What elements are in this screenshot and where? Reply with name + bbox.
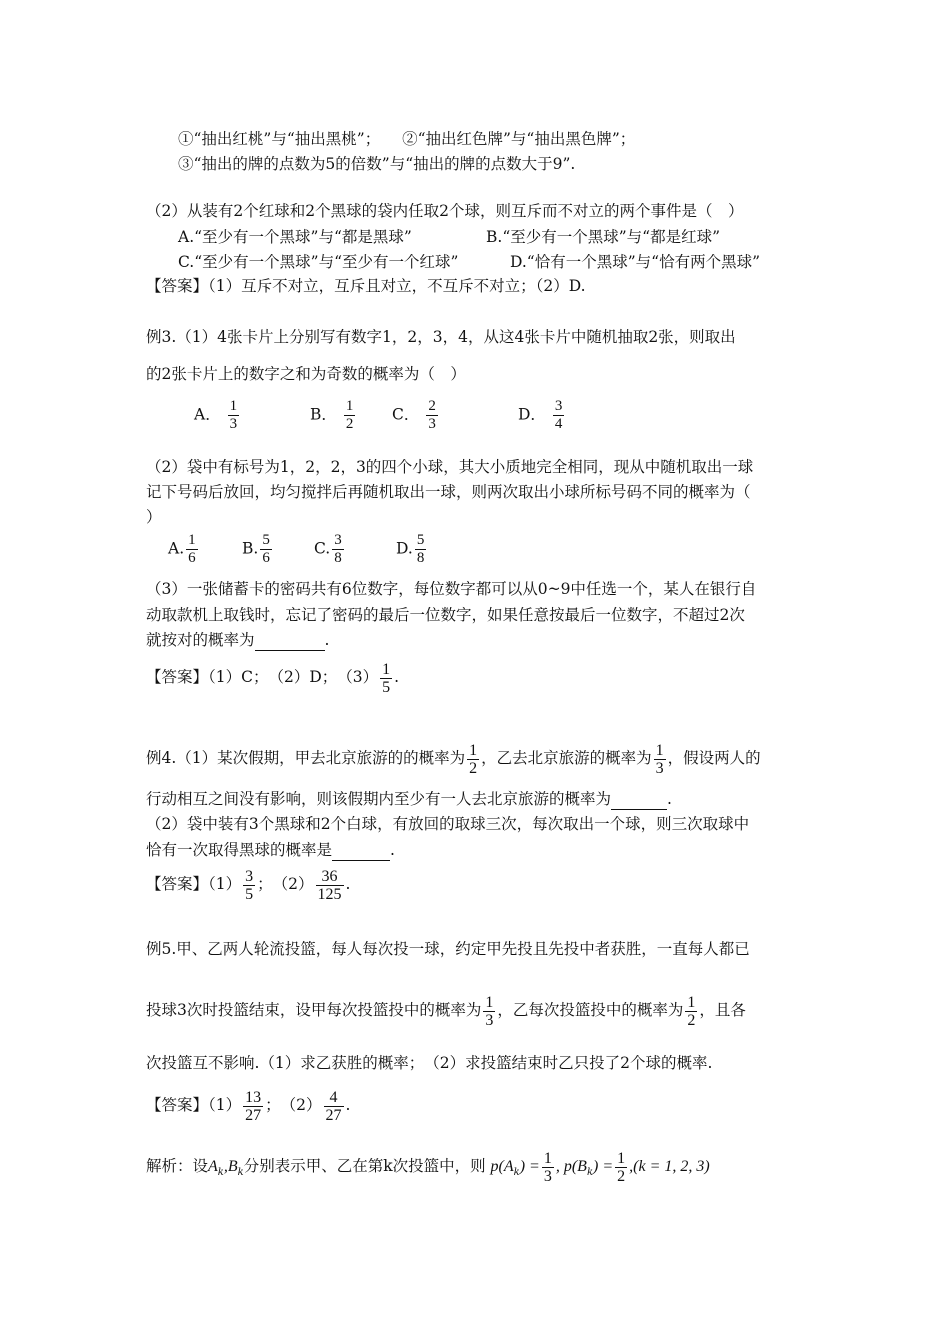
item-1-line (178, 128, 635, 150)
ex4-line1: 例4.（1）某次假期，甲去北京旅游的的概率为 $\frac{1}{2}$ ，乙去北京旅游的概率为 $\frac{1}{3}$ ，假设两人的 (146, 741, 761, 777)
q2-option-a: A.“至少有一个黑球”与“都是黑球” (178, 228, 412, 246)
ex3-p2-line2: 记下号码后放回，均匀搅拌后再随机取出一球，则两次取出小球所标号码不同的概率为（ (146, 483, 751, 501)
ex3-line1: 例3.（1）4张卡片上分别写有数字1，2，3，4，从这4张卡片中随机抽取2张，则取出 (146, 328, 736, 346)
q2-option-b: B.“至少有一个黑球”与“都是红球” (486, 228, 721, 246)
q2-option-c: C.“至少有一个黑球”与“至少有一个红球” (178, 253, 459, 271)
ex3-p1-option-a: A． $\frac{1}{3}$ (194, 398, 238, 432)
ex4-answer: 【答案】（1） $\frac{3}{5}$ ； （2） $\frac{36}{125}$ . (146, 867, 351, 903)
ex5-line3: 次投篮互不影响.（1）求乙获胜的概率； （2）求投篮结束时乙只投了2个球的概率. (146, 1054, 713, 1072)
ex3-p2-option-d: D. $\frac{5}{8}$ (396, 532, 425, 566)
ex3-p3-line1: （3）一张储蓄卡的密码共有6位数字，每位数字都可以从0~9中任选一个，某人在银行自 (146, 580, 757, 598)
ex4-line2: 行动相互之间没有影响，则该假期内至少有一人去北京旅游的概率为 . (146, 790, 672, 808)
ex3-p2-line3: ） (146, 508, 162, 526)
item-1b: ②“抽出红色牌”与“抽出黑色牌”； (402, 130, 636, 148)
ex3-p1-option-c: C． $\frac{2}{3}$ (392, 398, 436, 432)
ex5-solution: 解析：设$A_k,B_k$分别表示甲、乙在第k次投篮中，则 $p(A_k)$ = $\frac{1}{3}$ , $p(B_k)$ = $\frac{1}{2}$ ,(k = 1, 2, 3) (146, 1149, 710, 1185)
ex5-line1: 例5.甲、乙两人轮流投篮，每人每次投一球，约定甲先投且先投中者获胜，一直每人都已 (146, 940, 750, 958)
q2-answer: 【答案】（1）互斥不对立，互斥且对立，不互斥不对立；（2）D. (146, 277, 586, 295)
ex3-p3-line3: 就按对的概率为 . (146, 631, 330, 649)
ex3-p2-option-a: A. $\frac{1}{6}$ (168, 532, 196, 566)
ex3-p1-option-b: B． $\frac{1}{2}$ (310, 398, 354, 432)
ex3-answer: 【答案】（1）C； （2）D； （3） $\frac{1}{5}$ . (146, 660, 400, 696)
item-2-line: ③“抽出的牌的点数为5的倍数”与“抽出的牌的点数大于9”. (178, 155, 576, 173)
ex3-p2-option-b: B. $\frac{5}{6}$ (242, 532, 270, 566)
ex3-p2-option-c: C. $\frac{3}{8}$ (314, 532, 342, 566)
ex3-line2: 的2张卡片上的数字之和为奇数的概率为（ ） (146, 365, 466, 383)
ex3-p3-line2: 动取款机上取钱时，忘记了密码的最后一位数字，如果任意按最后一位数字，不超过2次 (146, 606, 745, 624)
ex5-answer: 【答案】（1） $\frac{13}{27}$ ； （2） $\frac{4}{27}$ . (146, 1088, 351, 1124)
ex4-p2-line2: 恰有一次取得黑球的概率是 . (146, 841, 395, 859)
item-1a: ①“抽出红桃”与“抽出黑桃”； (178, 130, 381, 148)
q2-option-d: D.“恰有一个黑球”与“恰有两个黑球” (510, 253, 760, 271)
ex5-line2: 投球3次时投篮结束，设甲每次投篮投中的概率为 $\frac{1}{3}$ ，乙每次投篮投中的概率为 $\frac{1}{2}$ ，且各 (146, 993, 746, 1029)
ex3-p2-line1: （2）袋中有标号为1，2，2，3的四个小球，其大小质地完全相同，现从中随机取出一球 (146, 458, 754, 476)
ex3-p1-option-d: D． $\frac{3}{4}$ (518, 398, 563, 432)
ex4-p2-line1: （2）袋中装有3个黑球和2个白球，有放回的取球三次，每次取出一个球，则三次取球中 (146, 815, 750, 833)
q2-stem: （2）从装有2个红球和2个黑球的袋内任取2个球，则互斥而不对立的两个事件是（ ） (146, 202, 744, 220)
